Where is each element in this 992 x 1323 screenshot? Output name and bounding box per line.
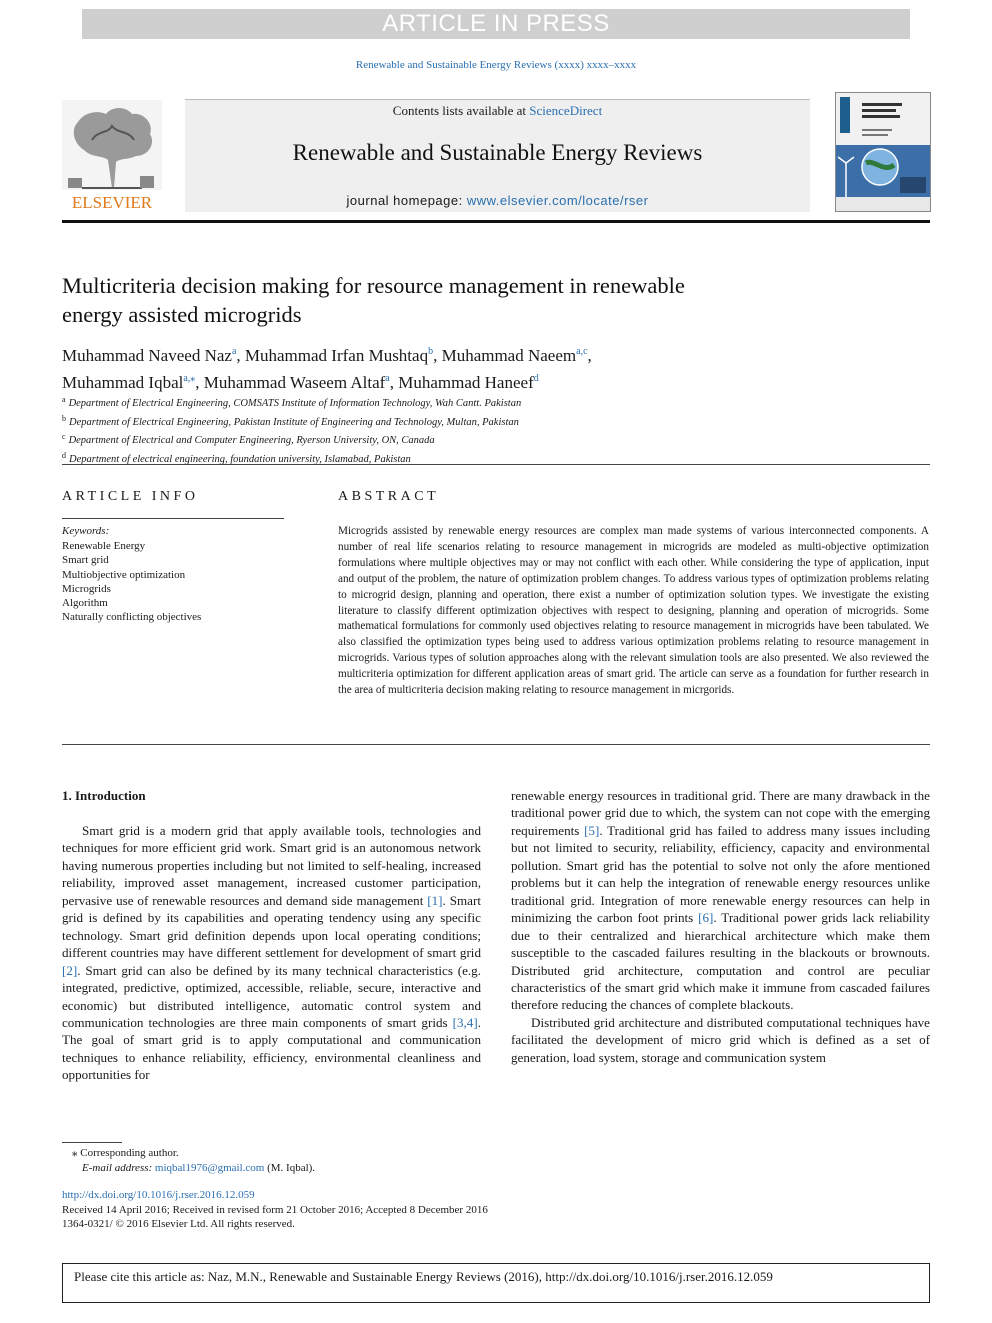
citation-link[interactable]: [6] (698, 910, 714, 926)
affiliation-item (62, 393, 922, 412)
author-separator: , (236, 346, 245, 365)
body-column-right (511, 787, 930, 1066)
author-affiliation-mark[interactable]: a (231, 346, 237, 357)
author-affiliation-mark[interactable]: a,c (576, 346, 588, 357)
author-line-1 (62, 340, 922, 367)
author-name[interactable]: Muhammad Naveed Naz (62, 346, 232, 365)
header-divider (62, 220, 930, 223)
corresponding-author-note: ⁎ Corresponding author. (72, 1147, 179, 1159)
cover-art-icon (836, 93, 930, 211)
publisher-name: ELSEVIER (71, 193, 153, 212)
section-divider (62, 744, 930, 745)
keyword-item: Microgrids (62, 582, 111, 595)
author-affiliation-mark[interactable]: b (428, 346, 434, 357)
contents-line (185, 103, 810, 119)
author-line-2 (62, 367, 922, 394)
article-info-divider (62, 518, 284, 519)
author-affiliation-mark[interactable]: d (533, 373, 539, 384)
sciencedirect-link[interactable]: ScienceDirect (529, 103, 603, 118)
keywords-label: Keywords: (62, 525, 110, 537)
author-separator: , (587, 346, 592, 365)
footnotes (62, 1146, 315, 1175)
journal-header (185, 99, 810, 212)
author-affiliation-mark[interactable]: a,⁎ (183, 373, 196, 384)
citation-link[interactable]: [5] (584, 822, 600, 838)
received-dates: Received 14 April 2016; Received in revised form 21 October 2016; Accepted 8 December 2016 (62, 1203, 488, 1216)
affiliation-mark: b (62, 413, 66, 423)
citation-link[interactable]: [1] (427, 892, 443, 908)
author-name[interactable]: Muhammad Haneef (398, 373, 534, 392)
contents-prefix: Contents lists available at (392, 103, 530, 118)
homepage-prefix: journal homepage: (346, 193, 467, 208)
journal-reference-link[interactable]: Renewable and Sustainable Energy Reviews (xxxx) xxxx–xxxx (355, 59, 637, 71)
homepage-link[interactable]: www.elsevier.com/locate/rser (466, 193, 649, 208)
section-divider (62, 464, 930, 465)
journal-title: Renewable and Sustainable Energy Reviews (292, 140, 703, 165)
affiliation-mark: d (62, 450, 66, 460)
email-suffix: (M. Iqbal). (264, 1161, 316, 1174)
author-affiliation-mark[interactable]: a (385, 373, 390, 384)
affiliation-mark: a (62, 395, 66, 404)
abstract-text: Microgrids assisted by renewable energy resources are complex man made systems of various interconnected components. A number of real life scenarios relating to resource management in microgrids are modeled as multi-objective optimization formulations where multiple objectives may or may not conflict with each other. While considering the type of application, input and output of the problem, the nature of optimization problem changes. To address various types of optimization problems relating to microgrid design, planning and operation, there exist a number of optimization solution types. We investigate the existing literature to classify different optimization objectives with respect to designing, planning and operation of microgrids. Some mathematical formulations for commonly used objectives relating to resource management in microgrids have been tabulated. We also classified the optimization types being used to address various optimization problems relating to resource management in microgrids. Various types of solution approaches along with the relevant simulation tools are also presented. We also reviewed the multicriteria optimization for different application areas of smart grid. The article can serve as a foundation for further research in the area of multicriteria decision making relating to resource management in micrgorids. (338, 525, 929, 697)
article-title (62, 271, 822, 329)
author-separator: , (389, 373, 399, 392)
email-link[interactable]: miqbal1976@gmail.com (154, 1161, 265, 1174)
author-name[interactable]: Muhammad Irfan Mushtaq (244, 346, 429, 365)
citation-box (62, 1263, 930, 1303)
paragraph-text: . Traditional grid has failed to address many issues including but not limited to security, reliability, efficiency, capacity and environmental pollution. Smart grid has the potential to solve not only the afore mentioned problems but it can help the integration of renewable energy resources unlike traditional grid. Integration of more renewable energy resources can help in minimizing the carbon foot prints (511, 822, 930, 926)
affiliation-item (62, 412, 922, 431)
paragraph (62, 822, 481, 1084)
author-name[interactable]: Muhammad Naeem (441, 346, 577, 365)
abstract-heading: ABSTRACT (338, 489, 440, 504)
article-title-line-2: energy assisted microgrids (62, 302, 302, 327)
author-name[interactable]: Muhammad Waseem Altaf (203, 373, 386, 392)
copyright-line: 1364-0321/ © 2016 Elsevier Ltd. All rights reserved. (62, 1218, 295, 1230)
citation-text: Please cite this article as: Naz, M.N., Renewable and Sustainable Energy Reviews (2016), http://dx.doi.org/10.1016/j.rser.2016.12.059 (74, 1269, 773, 1284)
paragraph-text: Smart grid is a modern grid that apply available tools, technologies and techniques for more efficient grid work. Smart grid is an autonomous network having numerous properties including but not limited to self-healing, increased reliability, improved asset management, increased customer participation, pervasive use of renewable resources and demand side management (62, 823, 481, 908)
affiliation-list (62, 393, 922, 467)
citation-link[interactable]: [3,4] (452, 1014, 478, 1030)
elsevier-logo[interactable] (62, 100, 162, 212)
affiliation-text: Department of Electrical and Computer Engineering, Ryerson University, ON, Canada (68, 435, 435, 446)
introduction-heading: 1. Introduction (62, 788, 146, 803)
author-name[interactable]: Muhammad Iqbal (62, 373, 184, 392)
author-list (62, 340, 922, 394)
keyword-item: Renewable Energy (62, 540, 146, 552)
affiliation-item (62, 430, 922, 449)
citation-link[interactable]: [2] (62, 962, 78, 978)
keyword-item: Multiobjective optimization (62, 568, 186, 581)
paragraph-text: . The goal of smart grid is to apply computational and communication techniques to enhance reliability, efficiency, environmental cleanliness and opportunities for (62, 1014, 481, 1083)
keyword-list (62, 539, 201, 625)
article-in-press-banner: ARTICLE IN PRESS (82, 9, 910, 39)
affiliation-text: Department of Electrical Engineering, Pakistan Institute of Engineering and Technology, Multan, Pakistan (69, 416, 519, 428)
affiliation-text: Department of electrical engineering, foundation university, Islamabad, Pakistan (69, 453, 411, 465)
author-separator: , (195, 373, 204, 392)
paragraph-text: renewable energy resources in traditional grid. There are many drawback in the traditional power grid due to which, the system can not cope with the emerging requirements (511, 788, 930, 838)
paragraph (511, 787, 930, 1014)
affiliation-text: Department of Electrical Engineering, COMSATS Institute of Information Technology, Wah Cantt. Pakistan (68, 398, 522, 409)
author-separator: , (433, 346, 442, 365)
doi-link[interactable]: http://dx.doi.org/10.1016/j.rser.2016.12.059 (62, 1189, 255, 1201)
keyword-item: Naturally conflicting objectives (62, 611, 202, 624)
keyword-item: Algorithm (62, 597, 108, 610)
footnote-divider (62, 1142, 122, 1143)
keyword-item: Smart grid (62, 554, 109, 567)
article-info-heading: ARTICLE INFO (62, 489, 199, 504)
body-column-left (62, 822, 481, 1084)
paragraph-text: . Smart grid can also be defined by its many technical characteristics (e.g. integrated, predictive, optimized, accessible, reliable, secure, interactive and economic) but distributed intelligence, automatic control system and communication technologies are three main components of smart grids (62, 962, 481, 1030)
article-metadata (62, 1188, 488, 1232)
article-title-line-1: Multicriteria decision making for resource management in renewable (62, 273, 685, 298)
paragraph: Distributed grid architecture and distributed computational techniques have facilitated the development of micro grid which is defined as a set of generation, load system, storage and communication system (511, 1014, 930, 1065)
paragraph-text: . Smart grid is defined by its capabilities and operating tendency using any specific technology. Smart grid definition depends upon local operating conditions; different countries may have different settlement for development of smart grid (62, 892, 481, 961)
journal-cover-image[interactable] (835, 92, 931, 212)
paragraph-text: . Traditional power grids lack reliability due to their centralized and hierarchical architecture which make them susceptible to the cascaded failures resulting in the blackouts or brownouts. Distributed grid architecture, computation and control are peculiar characteristics of the smart grid which make it immune from cascaded failures therefore reducing the chances of complete blackouts. (511, 910, 930, 1013)
email-note (62, 1161, 315, 1176)
email-label: E-mail address: (82, 1161, 155, 1174)
affiliation-mark: c (62, 432, 66, 441)
journal-homepage-line (185, 193, 810, 208)
